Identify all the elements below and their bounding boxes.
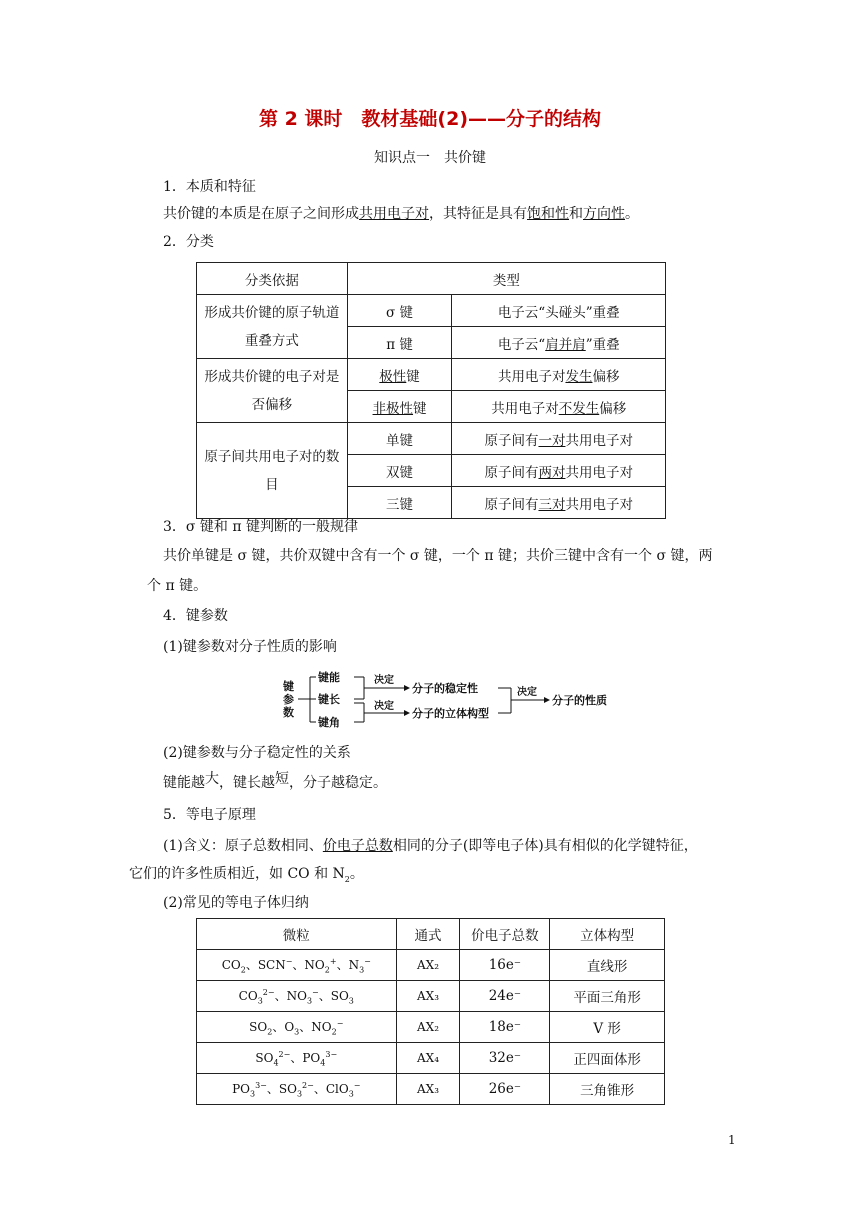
- table-cell: AX₃: [396, 1074, 460, 1105]
- page-title: 第 2 课时 教材基础(2)——分子的结构: [258, 108, 602, 130]
- s4-paragraph: [163, 773, 743, 793]
- cell-text: 键: [413, 400, 427, 417]
- table-row: [197, 950, 665, 981]
- table-cell: 24e⁻: [460, 981, 550, 1012]
- table-cell-particles: $CO_2$、SCN−、$NO_2^+$、$N_3^-$: [197, 950, 397, 981]
- table-cell: 正四面体形: [550, 1043, 665, 1074]
- table-cell-particles: $CO_3^{2-}$、$NO_3^-$、$SO_3$: [197, 981, 397, 1012]
- diagram-label-angle: 键角: [318, 716, 340, 729]
- table-cell: 三键: [347, 487, 452, 519]
- table-cell: 26e⁻: [460, 1074, 550, 1105]
- table-header-row: [197, 919, 665, 950]
- s4-sub1: (1)键参数对分子性质的影响: [163, 639, 337, 655]
- isoelectronic-table: [196, 918, 665, 1105]
- cell-underline: 不发生: [558, 400, 600, 417]
- table-cell: π 键: [347, 327, 452, 359]
- table-cell: σ 键: [347, 295, 452, 327]
- s3-paragraph-line1: 共价单键是 σ 键，共价双键中含有一个 σ 键，一个 π 键；共价三键中含有一个 σ 键，两: [163, 548, 713, 564]
- s5-sub2: (2)常见的等电子体归纳: [163, 895, 309, 911]
- table-cell: [347, 359, 452, 391]
- diagram-label-length: 键长: [318, 693, 340, 706]
- table-cell: 16e⁻: [460, 950, 550, 981]
- cell-underline: 两对: [538, 464, 566, 481]
- table-cell: [452, 327, 666, 359]
- s5-underline-valence: 价电子总数: [322, 838, 393, 854]
- s4-answer-short: 短: [275, 771, 289, 787]
- table-row: [197, 359, 666, 391]
- diagram-label-energy: 键能: [318, 671, 340, 684]
- cell-text: 键: [406, 368, 420, 385]
- table-header: 微粒: [197, 919, 397, 950]
- table-cell: 32e⁻: [460, 1043, 550, 1074]
- table-row: [197, 981, 665, 1012]
- s5-paragraph-line1: [163, 836, 763, 856]
- bond-parameter-diagram: [280, 668, 610, 730]
- table-cell: 原子间共用电子对的数目: [197, 423, 348, 519]
- table-row: [197, 1043, 665, 1074]
- s1-text-a: 共价键的本质是在原子之间形成: [163, 206, 359, 222]
- diagram-decide-label: 决定: [374, 701, 394, 712]
- table-cell-particles: $PO_3^{3-}$、$SO_3^{2-}$、ClO$_3$−: [197, 1074, 397, 1105]
- table-cell: V 形: [550, 1012, 665, 1043]
- section-title: 知识点一 共价键: [374, 150, 486, 166]
- s3-heading: 3．σ 键和 π 键判断的一般规律: [163, 519, 359, 535]
- s5-text-c: 它们的许多性质相近，如 CO 和 N: [129, 866, 345, 882]
- s5-text-a: (1)含义：原子总数相同、: [163, 838, 323, 854]
- s1-paragraph: [163, 204, 743, 224]
- s5-text-b: 相同的分子(即等电子体)具有相似的化学键特征，: [392, 838, 698, 854]
- cell-underline: 一对: [538, 432, 566, 449]
- diagram-root-char: 参: [283, 693, 294, 706]
- table-header: 通式: [396, 919, 460, 950]
- table-cell: [452, 359, 666, 391]
- table-cell: 形成共价键的电子对是否偏移: [197, 359, 348, 423]
- diagram-result-stability: 分子的稳定性: [412, 682, 478, 695]
- cell-text: 共用电子对: [491, 400, 559, 417]
- table-cell: [452, 487, 666, 519]
- cell-text: 电子云“: [497, 336, 546, 353]
- table-row: [197, 295, 666, 327]
- table-cell: [452, 455, 666, 487]
- diagram-result-geometry: 分子的立体构型: [412, 707, 489, 720]
- cell-text: 偏移: [599, 400, 627, 417]
- table-cell-particles: $SO_4^{2-}$、$PO_4^{3-}$: [197, 1043, 397, 1074]
- table-cell: 直线形: [550, 950, 665, 981]
- s1-text-c: ，其特征是具有: [429, 206, 527, 222]
- cell-text: 原子间有: [484, 496, 539, 513]
- cell-underline: 三对: [538, 496, 566, 513]
- s1-underline-saturation: 饱和性: [527, 206, 569, 222]
- s5-text-d: 。: [349, 866, 364, 882]
- cell-text: 偏移: [592, 368, 620, 385]
- table-cell: AX₃: [396, 981, 460, 1012]
- table-cell: 形成共价键的原子轨道重叠方式: [197, 295, 348, 359]
- s3-paragraph-line2: 个 π 键。: [147, 578, 208, 594]
- table-row: [197, 1012, 665, 1043]
- table-cell: 平面三角形: [550, 981, 665, 1012]
- s2-heading: 2．分类: [163, 234, 214, 250]
- cell-text: 共用电子对: [565, 464, 633, 481]
- table-header: 价电子总数: [460, 919, 550, 950]
- s1-text-e: 和: [569, 206, 583, 222]
- s1-underline-direction: 方向性: [583, 206, 625, 222]
- table-cell: 18e⁻: [460, 1012, 550, 1043]
- table-row: [197, 1074, 665, 1105]
- table-header-row: [197, 263, 666, 295]
- diagram-decide-label: 决定: [374, 675, 394, 686]
- table-cell: 电子云“头碰头”重叠: [452, 295, 666, 327]
- cell-underline: 极性: [379, 368, 407, 385]
- table-cell: AX₂: [396, 1012, 460, 1043]
- table-cell: [452, 391, 666, 423]
- s4-text-e: ，分子越稳定。: [289, 775, 387, 791]
- page-number: 1: [728, 1133, 736, 1147]
- cell-text: 共用电子对: [565, 496, 633, 513]
- table-header: 分类依据: [197, 263, 348, 295]
- s4-text-c: ，键长越: [219, 775, 275, 791]
- diagram-final-property: 分子的性质: [552, 694, 607, 707]
- cell-text: 原子间有: [484, 464, 539, 481]
- s1-underline-shared-pair: 共用电子对: [359, 206, 429, 222]
- s5-subscript: 2: [344, 874, 350, 884]
- diagram-root-char: 键: [283, 680, 294, 693]
- diagram-root-char: 数: [283, 706, 294, 719]
- table-header: 类型: [347, 263, 665, 295]
- s1-text-g: 。: [625, 206, 639, 222]
- diagram-decide-label: 决定: [517, 687, 537, 698]
- cell-underline: 发生: [565, 368, 593, 385]
- cell-underline: 非极性: [372, 400, 414, 417]
- table-cell: AX₂: [396, 950, 460, 981]
- s4-heading: 4．键参数: [163, 608, 228, 624]
- s5-heading: 5．等电子原理: [163, 807, 256, 823]
- s4-answer-large: 大: [205, 771, 219, 787]
- cell-underline: 肩并肩: [545, 336, 586, 353]
- table-cell: 三角锥形: [550, 1074, 665, 1105]
- cell-text: 共用电子对: [497, 368, 566, 385]
- cell-text: ”重叠: [585, 336, 620, 353]
- s4-sub2: (2)键参数与分子稳定性的关系: [163, 745, 351, 761]
- s1-heading: 1．本质和特征: [163, 179, 256, 195]
- s4-text-a: 键能越: [163, 775, 205, 791]
- table-cell: [347, 391, 452, 423]
- table-cell-particles: $SO_2$、$O_3$、$NO_2^-$: [197, 1012, 397, 1043]
- cell-text: 原子间有: [484, 432, 539, 449]
- table-cell: 单键: [347, 423, 452, 455]
- table-cell: AX₄: [396, 1043, 460, 1074]
- cell-text: 共用电子对: [565, 432, 633, 449]
- table-cell: [452, 423, 666, 455]
- table-header: 立体构型: [550, 919, 665, 950]
- table-row: [197, 423, 666, 455]
- s5-paragraph-line2: [129, 864, 709, 890]
- bond-classification-table: [196, 262, 666, 519]
- table-cell: 双键: [347, 455, 452, 487]
